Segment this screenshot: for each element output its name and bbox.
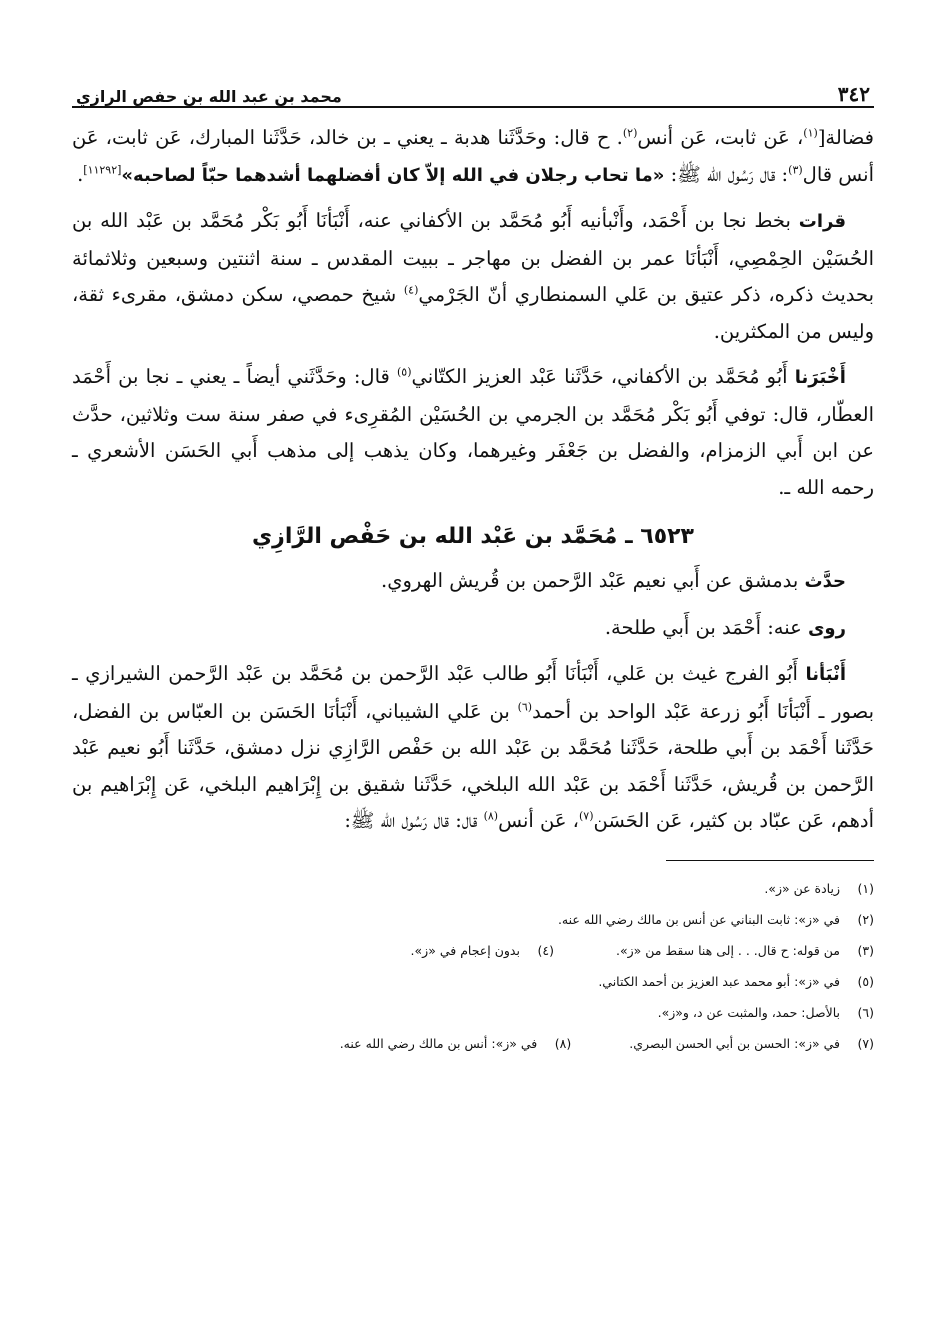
footnote-number: (٧) (857, 1035, 874, 1051)
footnote-ref-7: (٧) (578, 809, 594, 823)
paragraph-1 (72, 120, 874, 194)
document-page (72, 62, 874, 1059)
keyword: روى (807, 617, 846, 639)
footnote-number: (٨) (554, 1035, 572, 1051)
footnote-5 (598, 966, 874, 997)
footnote-text: زيادة عن «ز». (764, 880, 840, 896)
footnote-number: (٢) (857, 911, 874, 927)
text-run: أَبُو الفرج غيث بن عَلي، أَنْبَأنَا أَبُو طالب عَبْد الرَّحمن بن مُحَمَّد بن عَبْد الرَّحمن الشيرازي ـ بصور ـ أَنْبَأنَا أَبُو زرعة عَبْد الواحد بن أحمد (72, 662, 874, 723)
footnote-ref-8: (٨) (483, 809, 499, 823)
text-run: . (77, 162, 84, 186)
text-run: ، عَن ثابت، عَن أنس (637, 126, 804, 149)
footnote-row (72, 1028, 874, 1059)
paragraph-2 (72, 203, 874, 350)
footnote-text: بدون إعجام في «ز». (410, 942, 520, 958)
page-header (72, 62, 874, 108)
hadith-number: [١١٢٩٢] (83, 163, 122, 176)
footnote-ref-2: (٢) (622, 126, 638, 140)
hadith-quote: «ما تحاب رجلان في الله إلاّ كان أفضلهما أشدهما حبّاً لصاحبه» (121, 164, 665, 186)
footnote-number: (٦) (857, 1004, 874, 1020)
keyword: أَخْبَرَنا (794, 367, 846, 388)
text-run: : قال رَسُول الله ﷺ: (664, 162, 789, 186)
paragraph-6 (72, 656, 874, 840)
footnote-text: من قوله: ح قال. . . إلى هنا سقط من «ز». (615, 942, 840, 958)
text-run: أَبُو مُحَمَّد بن الأكفاني، حَدَّثَنا عَبْد العزيز الكتّاني (411, 365, 795, 388)
footnote-ref-5: (٥) (397, 365, 412, 379)
footnote-1 (764, 873, 874, 904)
paragraph-5 (72, 610, 874, 648)
footnote-ref-1: (١) (803, 126, 818, 140)
footnote-6 (658, 997, 874, 1028)
footnote-text: في «ز»: أبو محمد عبد العزيز بن أحمد الكتاني. (598, 973, 840, 989)
page-body (72, 108, 874, 840)
text-run: شيخ حمصي، سكن دمشق، مقرىء ثقة، وليس من المكثرين. (72, 283, 874, 343)
text-run: فضالة[ (817, 126, 874, 149)
footnote-ref-4: (٤) (403, 283, 419, 297)
entry-title: ٦٥٢٣ ـ مُحَمَّد بن عَبْد الله بن حَفْص الرَّازِي (252, 524, 694, 549)
text-run: بخط نجا بن أَحْمَد، وأَنْبأنيه أَبُو مُحَمَّد بن الأكفاني عنه، أَنْبَأنَا أَبُو بَكْر مُحَمَّد بن عَبْد الله بن الحُسَيْن الحِمْصِي، أَنْبَأنَا عمر بن الفضل بن مهاجر ـ ببيت المقدس ـ سنة اثنتين وسبعين وثلاثمائة بحديث ذكره، ذكر عتيق بن عَلي السمنطاري أنّ الجَرْمي (72, 209, 874, 306)
footnote-divider (666, 860, 874, 861)
footnote-8 (340, 1028, 572, 1059)
footnote-row (72, 873, 874, 904)
footnote-text: في «ز»: الحسن بن أبي الحسن البصري. (629, 1035, 840, 1051)
text-run: بن عَلي الشيباني، أَنْبَأنَا الحَسَن بن العبّاس بن الفضل، حَدَّثَنا أَحْمَد بن أَبي طلحة، حَدَّثَنا مُحَمَّد بن عَبْد الله بن حَفْص الرَّازِي نزل دمشق، حَدَّثَنا أَبُو نعيم عَبْد الرَّحمن بن قُريش، حَدَّثَنا أَحْمَد بن عَبْد الله البلخي، حَدَّثَنا شقيق بن إِبْرَاهيم البلخي، عَن إِبْرَاهيم بن أدهم، عَن عبّاد بن كثير، عَن الحَسَن (72, 699, 874, 832)
footnote-text: في «ز»: ثابت البناني عن أنس بن مالك رضي الله عنه. (557, 911, 840, 927)
footnote-number: (٥) (857, 973, 874, 989)
running-title: محمد بن عبد الله بن حفص الرازي (76, 87, 342, 106)
text-run: عنه: أَحْمَد بن أَبي طلحة. (604, 615, 808, 639)
footnote-ref-6: (٦) (517, 700, 533, 713)
footnote-row (72, 904, 874, 935)
text-run: قال: قال رَسُول الله ﷺ: (344, 809, 484, 832)
footnote-ref-3: (٣) (788, 163, 803, 176)
footnote-row (72, 966, 874, 997)
footnote-text: بالأصل: حمد، والمثبت عن د، و«ز». (657, 1004, 840, 1020)
keyword: أَنْبَأنا (805, 664, 846, 685)
text-run: بدمشق عن أَبي نعيم عَبْد الرَّحمن بن قُريش الهروي. (381, 569, 805, 592)
footnote-7 (629, 1028, 874, 1059)
text-run: قال: وحَدَّثَني أيضاً ـ يعني ـ نجا بن أَحْمَد العطّار، قال: توفي أَبُو بَكْر مُحَمَّد بن الجرمي بن الحُسَيْن المُقرِىء في صفر سنة ست وثلاثين، حدَّث عن ابن أَبي الزمزام، والفضل بن جَعْفَر وغيرهما، وكان يذهب إلى مذهب أَبي الحَسَن الأشعري ـ رحمه الله ـ. (72, 365, 874, 499)
footnote-number: (٣) (857, 942, 874, 958)
footnote-number: (١) (857, 880, 874, 896)
text-run: . ح قال: وحَدَّثَنا هدبة ـ يعني ـ بن خالد، حَدَّثَنا المبارك، عَن ثابت، عَن أنس قال (72, 126, 874, 186)
footnote-number: (٤) (537, 942, 554, 958)
keyword: حدَّث (804, 571, 846, 592)
paragraph-3 (72, 359, 874, 506)
keyword: قرات (798, 211, 846, 232)
footnote-2 (558, 904, 874, 935)
text-run: ، عَن أنس (498, 809, 579, 832)
footnotes (72, 873, 874, 1059)
footnote-4 (411, 935, 554, 966)
page-number: ٣٤٢ (837, 82, 870, 106)
paragraph-4 (72, 563, 874, 601)
footnote-row (72, 997, 874, 1028)
footnote-text: في «ز»: أنس بن مالك رضي الله عنه. (339, 1035, 538, 1051)
footnote-3 (616, 935, 874, 966)
footnote-row (72, 935, 874, 966)
